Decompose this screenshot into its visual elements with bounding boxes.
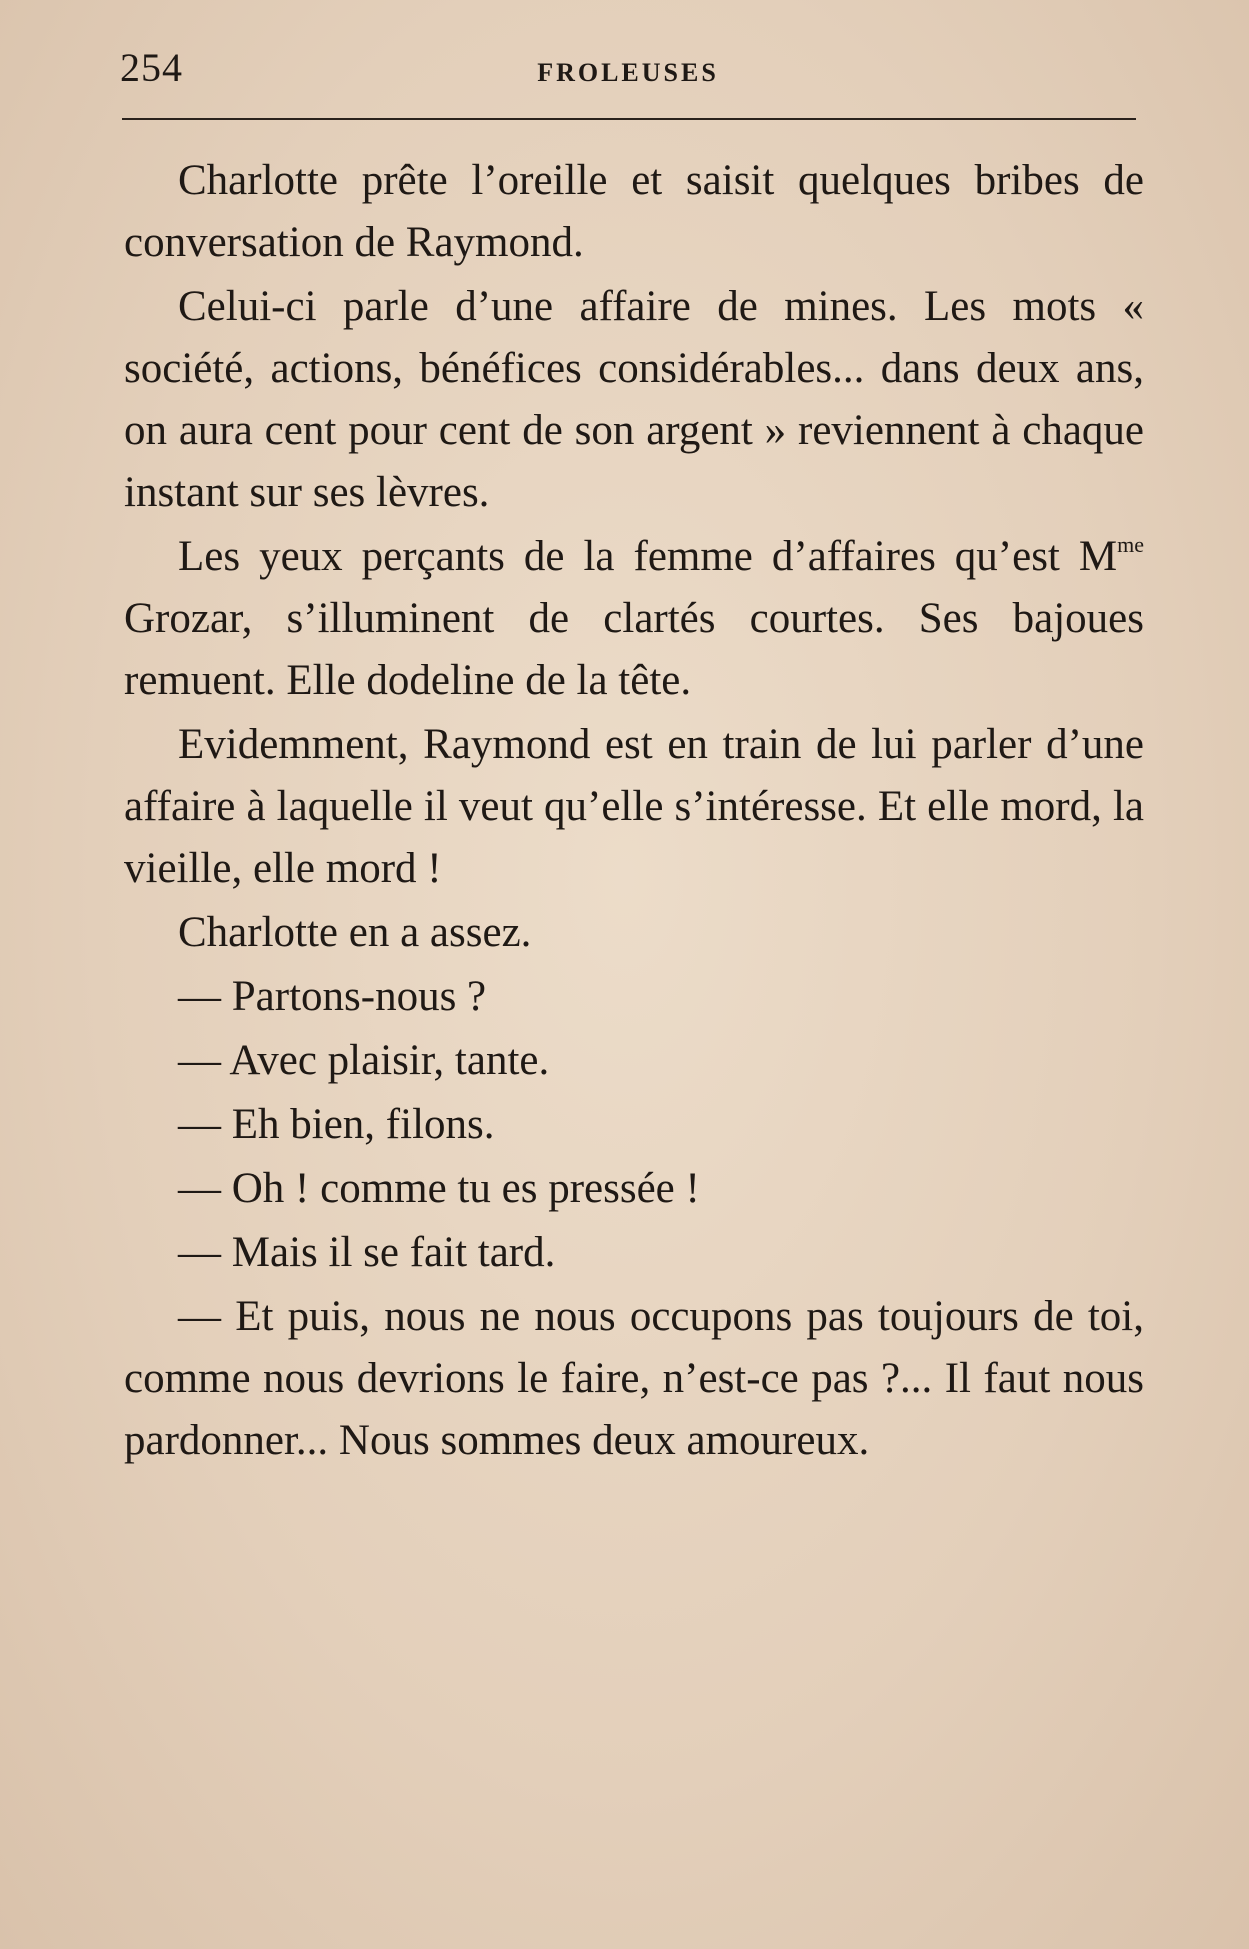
dialog-line: — Avec plaisir, tante.	[178, 1037, 550, 1084]
paragraph: Charlotte en a assez.	[178, 909, 532, 956]
dialog-line: — Eh bien, filons.	[178, 1101, 495, 1148]
dialog-line: — Partons-nous ?	[178, 973, 487, 1020]
paragraph: Celui-ci parle d’une affaire de mines. Les mots « société, actions, bénéfices considérables... dans deux ans, on aura cent pour cent de son argent » reviennent à chaque instant sur ses lèvres.	[124, 283, 1144, 516]
paragraph-text: Grozar, s’illuminent de clartés courtes. Ses bajoues remuent. Elle dodeline de la tête.	[124, 595, 1144, 704]
page-header	[120, 38, 1136, 88]
paragraph: Charlotte prête l’oreille et saisit quelques bribes de conversation de Raymond.	[124, 157, 1144, 266]
running-title: FROLEUSES	[537, 58, 719, 87]
superscript-abbreviation: me	[1117, 532, 1144, 557]
header-rule	[122, 118, 1136, 120]
paragraph	[124, 526, 1144, 712]
body-text	[124, 150, 1144, 1474]
paragraph-text: Les yeux perçants de la femme d’affaires qu’est M	[178, 533, 1118, 580]
dialog-line: — Oh ! comme tu es pressée !	[178, 1165, 700, 1212]
dialog-line: — Mais il se fait tard.	[178, 1229, 556, 1276]
page-number: 254	[120, 45, 183, 90]
dialog-line: — Et puis, nous ne nous occupons pas toujours de toi, comme nous devrions le faire, n’est-ce pas ?... Il faut nous pardonner... Nous sommes deux amoureux.	[124, 1293, 1144, 1464]
paragraph: Evidemment, Raymond est en train de lui parler d’une affaire à laquelle il veut qu’elle s’intéresse. Et elle mord, la vieille, elle mord !	[124, 721, 1144, 892]
